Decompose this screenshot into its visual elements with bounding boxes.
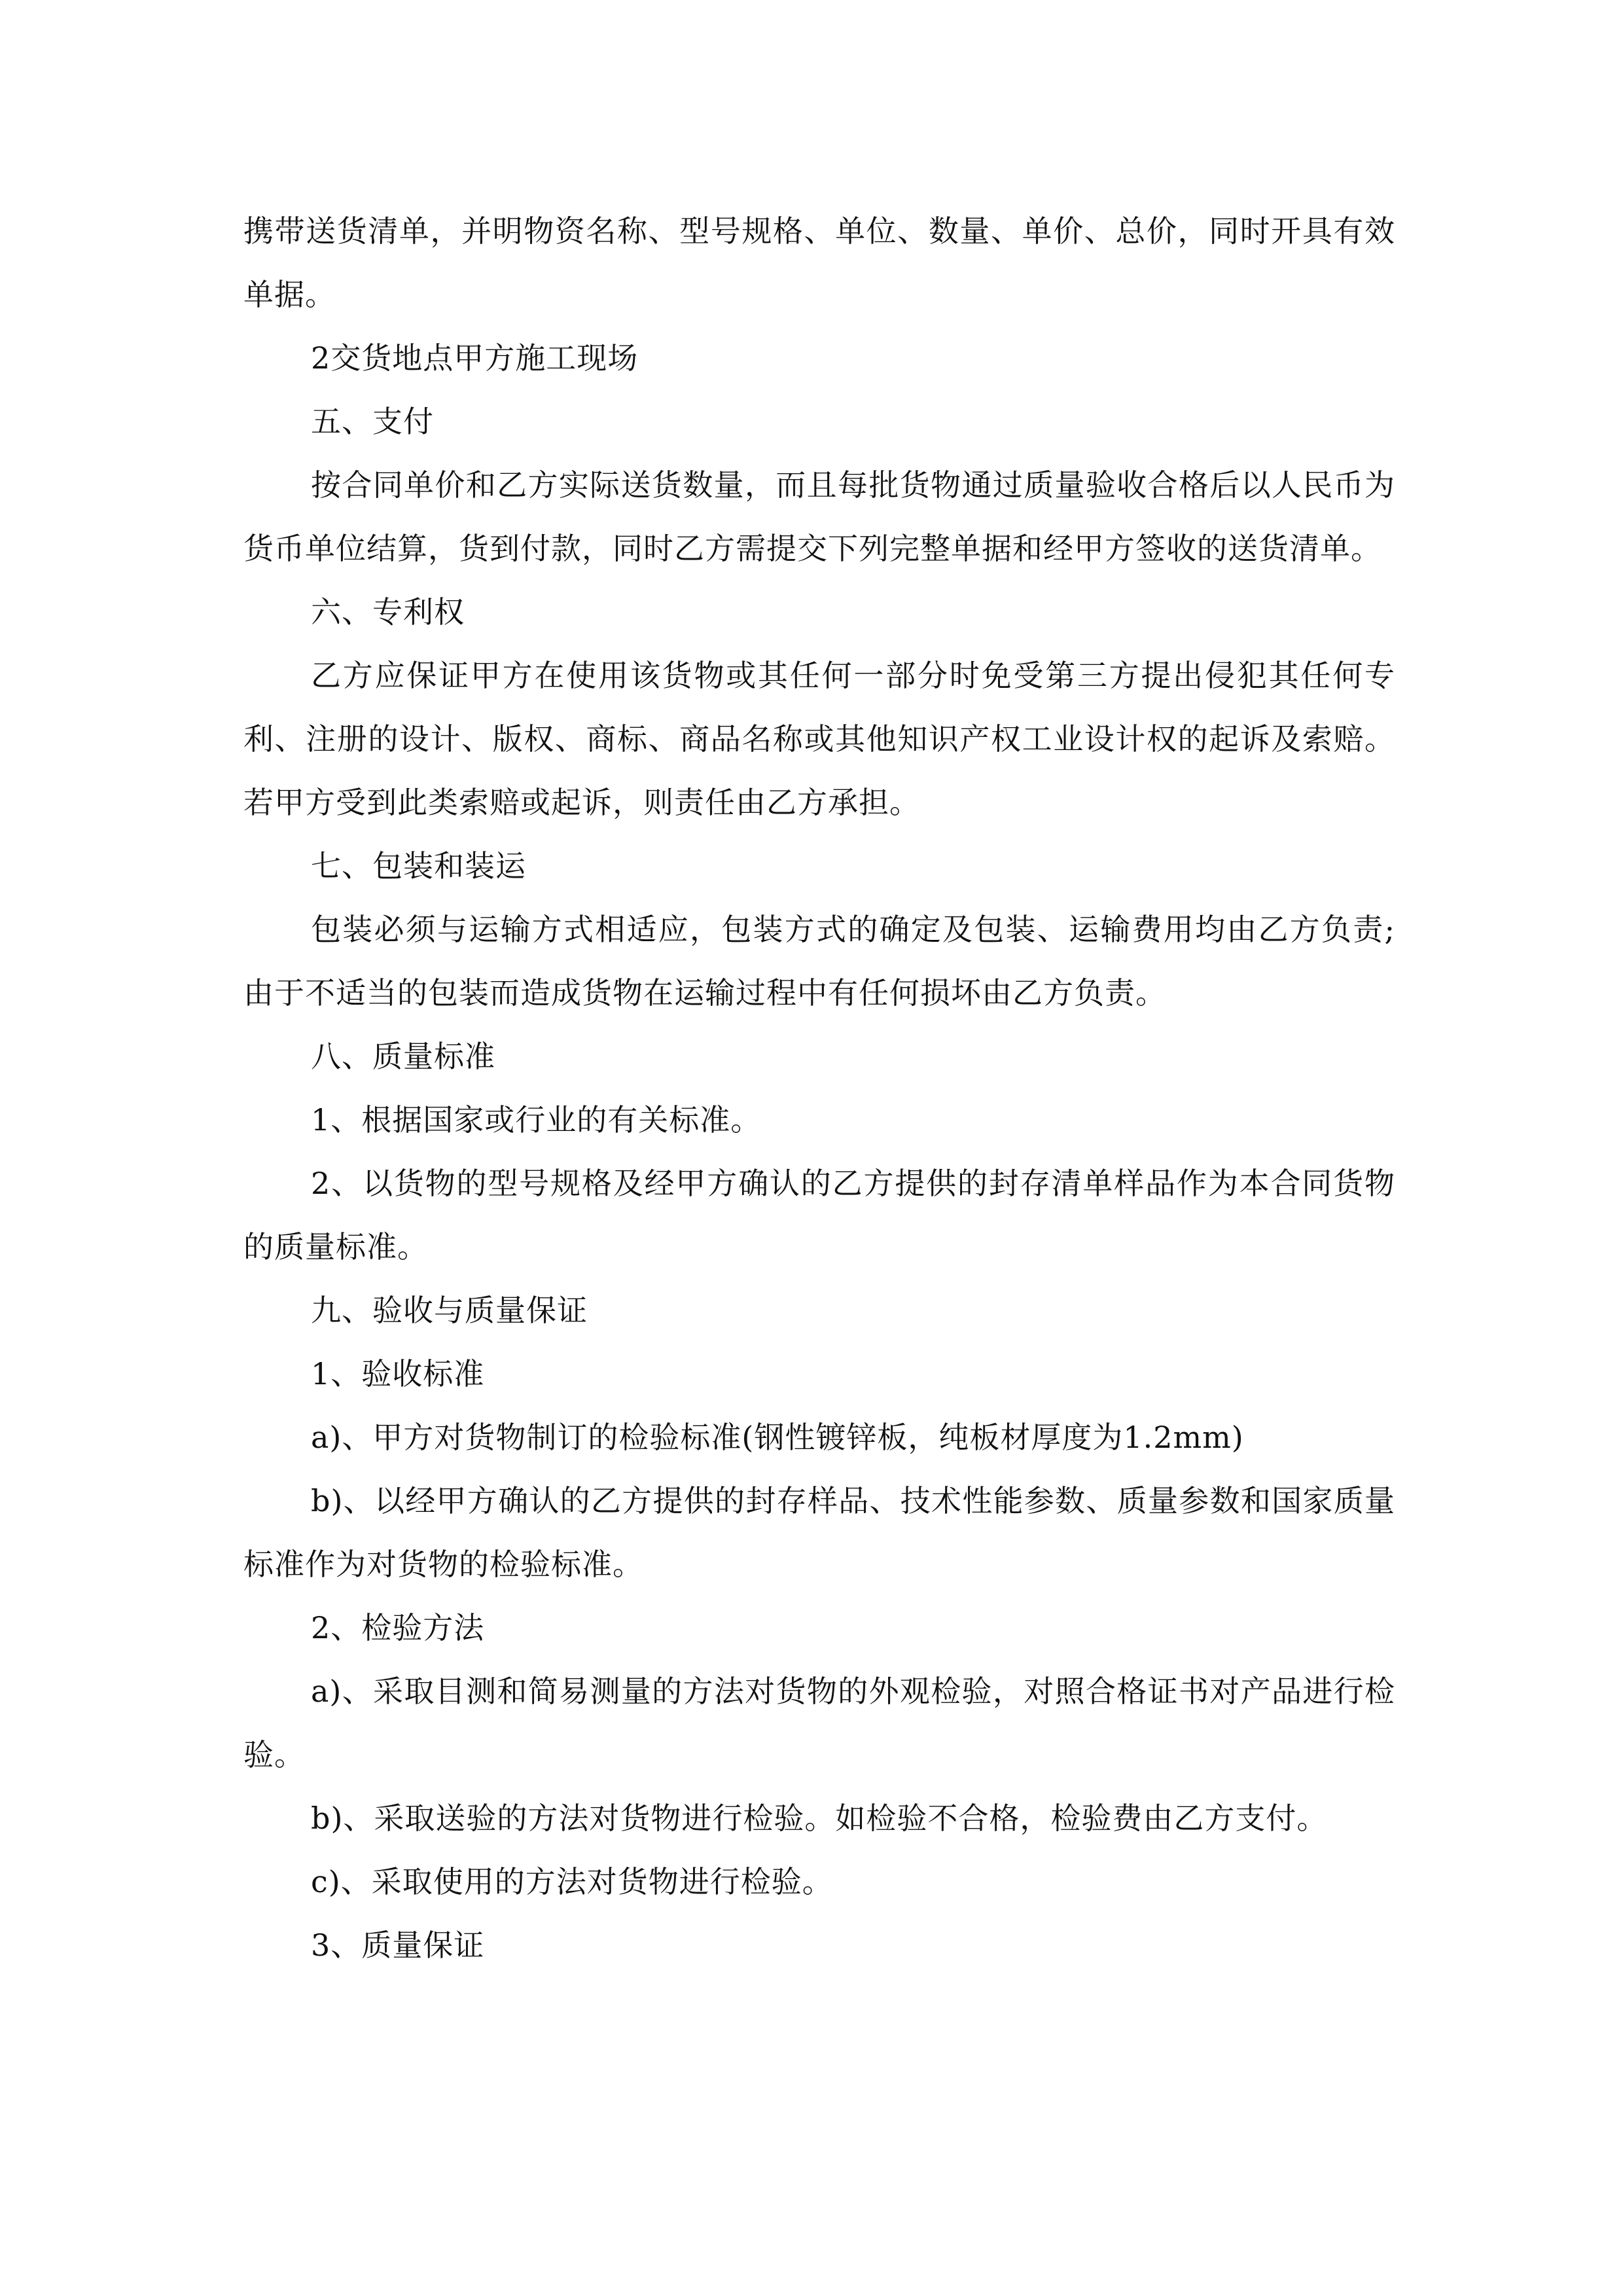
subsection-heading: 2、检验方法: [311, 1610, 485, 1645]
paragraph: 包装必须与运输方式相适应，包装方式的确定及包装、运输费用均由乙方负责;由于不适当的包装而造成货物在运输过程中有任何损坏由乙方负责。: [243, 912, 1395, 1011]
section-heading: 九、验收与质量保证: [311, 1293, 588, 1328]
list-item: b)、采取送验的方法对货物进行检验。如检验不合格，检验费由乙方支付。: [311, 1801, 1328, 1836]
subsection-heading: 1、验收标准: [311, 1356, 485, 1391]
paragraph: 携带送货清单，并明物资名称、型号规格、单位、数量、单价、总价，同时开具有效单据。: [243, 213, 1395, 312]
document-body: [243, 200, 1395, 1977]
section-heading: 八、质量标准: [311, 1039, 495, 1074]
subsection-heading: 3、质量保证: [311, 1928, 485, 1963]
paragraph: 2交货地点甲方施工现场: [311, 340, 639, 376]
list-item: b)、以经甲方确认的乙方提供的封存样品、技术性能参数、质量参数和国家质量标准作为对货物的检验标准。: [243, 1483, 1395, 1582]
list-item: a)、采取目测和简易测量的方法对货物的外观检验，对照合格证书对产品进行检验。: [243, 1674, 1395, 1772]
list-item: 2、以货物的型号规格及经甲方确认的乙方提供的封存清单样品作为本合同货物的质量标准。: [243, 1166, 1395, 1265]
paragraph: 按合同单价和乙方实际送货数量，而且每批货物通过质量验收合格后以人民币为货币单位结算，货到付款，同时乙方需提交下列完整单据和经甲方签收的送货清单。: [243, 467, 1395, 566]
section-heading: 七、包装和装运: [311, 848, 526, 884]
section-heading: 五、支付: [311, 404, 434, 439]
paragraph: 乙方应保证甲方在使用该货物或其任何一部分时免受第三方提出侵犯其任何专利、注册的设计、版权、商标、商品名称或其他知识产权工业设计权的起诉及索赔。若甲方受到此类索赔或起诉，则责任由乙方承担。: [243, 658, 1395, 820]
list-item: a)、甲方对货物制订的检验标准(钢性镀锌板，纯板材厚度为1.2mm): [311, 1420, 1244, 1455]
list-item: 1、根据国家或行业的有关标准。: [311, 1102, 762, 1138]
list-item: c)、采取使用的方法对货物进行检验。: [311, 1864, 833, 1899]
section-heading: 六、专利权: [311, 594, 465, 630]
